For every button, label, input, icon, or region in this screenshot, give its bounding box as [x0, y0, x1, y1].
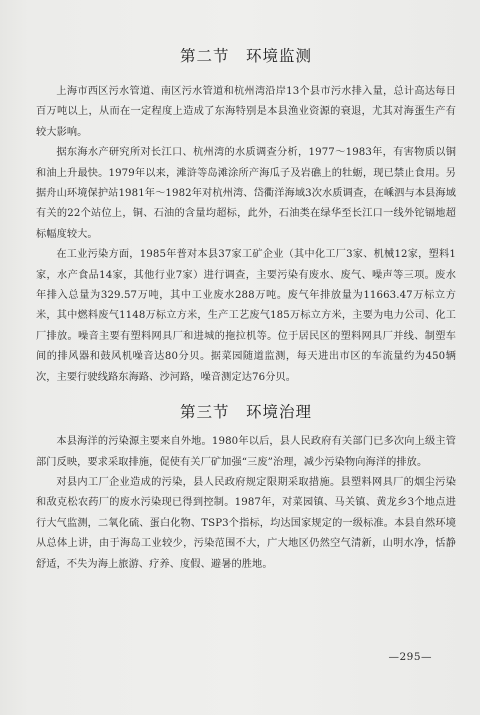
- section2-paragraph-2: 据东海水产研究所对长江口、杭州湾的水质调查分析，1977～1983年，有害物质以铜和油上升最快。1979年以来，滩浒等岛滩涂所产海瓜子及岩礁上的牡蛎，现已禁止食用。另据舟山环境保护站1981年～1982年对杭州湾、岱衢洋海域3次水质调查，在嵊泗与本县海域有关的22个站位上，铜、石油的含量均超标，此外，石油类在绿华至长江口一线外铊镉地超标幅度较大。: [36, 147, 456, 240]
- section2-heading: 第二节 环境监测: [179, 47, 312, 65]
- section2-paragraph-1: 上海市西区污水管道、南区污水管道和杭州湾沿岸13个县市污水排入量，总计高达每日百万吨以上，从而在一定程度上造成了东海特别是本县渔业资源的衰退，尤其对海蛋生产有较大影响。: [36, 86, 456, 138]
- section3-paragraph-1: 本县海洋的污染源主要来自外地。1980年以后，县人民政府有关部门已多次向上级主管部门反映，要求采取排施，促使有关厂矿加强“三废”治理，减少污染物向海洋的排放。: [36, 436, 456, 468]
- section3-heading: 第三节 环境治理: [179, 403, 312, 422]
- page-content: [36, 44, 456, 575]
- section3-paragraph-2: 对县内工厂企业造成的污染，县人民政府规定限期采取措施。县塑料网具厂的烟尘污染和敌克松农药厂的废水污染现已得到控制。1987年，对菜园镇、马关镇、黄龙乡3个地点进行大气监测，二氧化硫、蛋白化物、TSP3个指标，均达国家规定的一级标准。本县自然环境从总体上讲，由于海岛工业较少，污染范围不大，广大地区仍然空气清新，山明水净，恬静舒适，不失为海上旅游、疗养、度假、避暑的胜地。: [36, 476, 456, 570]
- page-number: —295—: [388, 651, 432, 663]
- section2-paragraph-3: 在工业污染方面，1985年普对本县37家工矿企业（其中化工厂3家、机械12家，塑料1家，水产食品14家，其他行业7家）进行调查，主要污染有废水、废气、噪声等三项。废水年排入总量为329.57万吨，其中工业废水288万吨。废气年排放量为11663.47万标立方米，其中燃料废气1148万标立方米，生产工艺废气185万标立方米，主要为电力公司、化工厂排放。噪音主要有塑料网具厂和进城的拖拉机等。位于居民区的塑料网具厂并线、制塑车间的排风器和鼓风机噪音达80分贝。据菜园随道监测，每天进出市区的车流量约为450辆次，主要行驶线路东海路、沙河路，噪音测定达76分贝。: [36, 249, 456, 383]
